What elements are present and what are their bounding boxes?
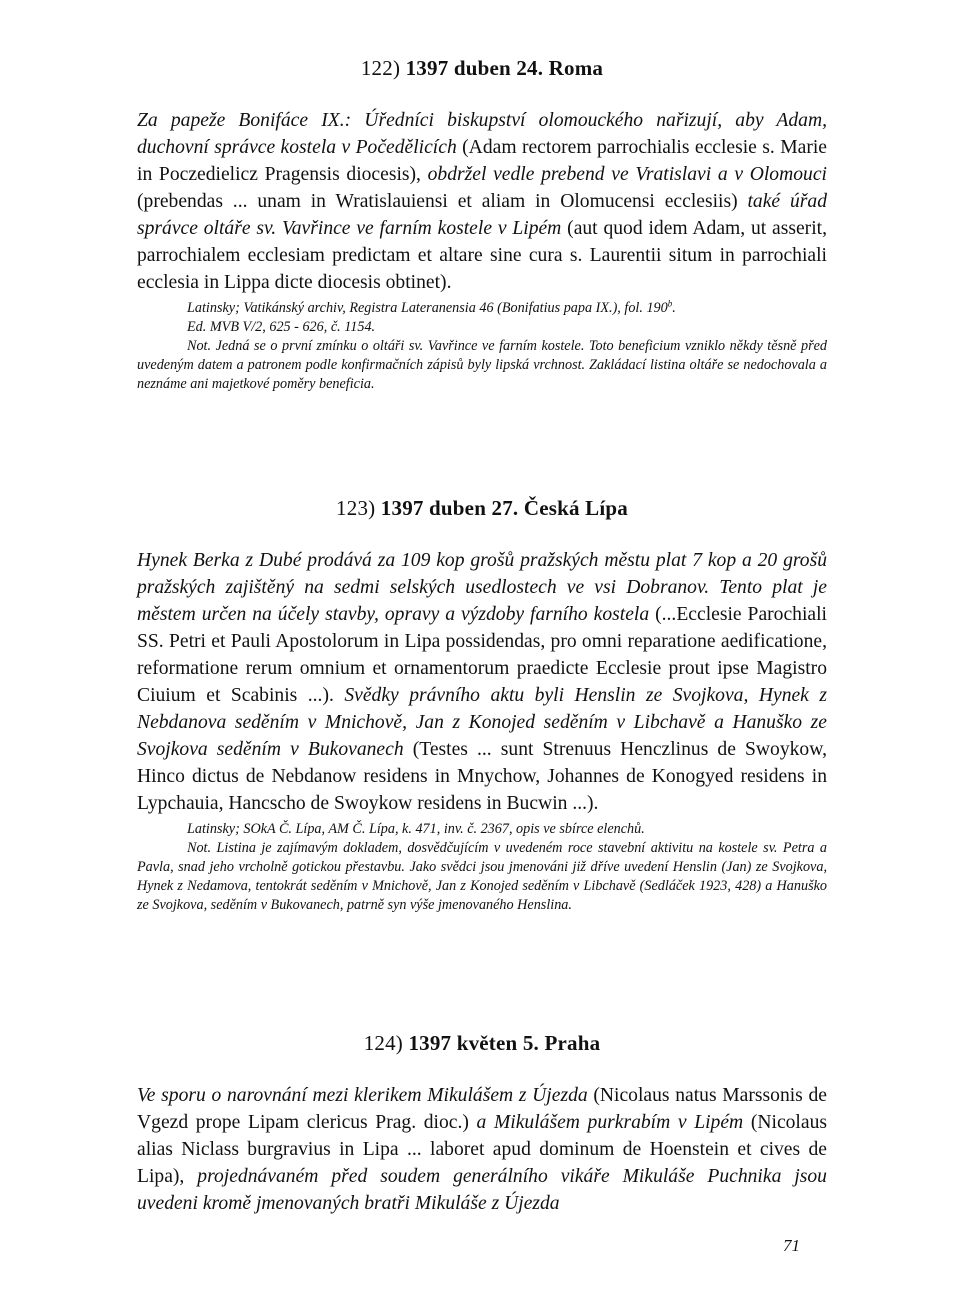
entry-number: 122) <box>360 56 401 80</box>
quote-text: (Testes ... sunt Strenuus Henczlinus de Swoykow, Hinco dictus de Nebdanow residens in Mnychow, Johannes de Konogyed residens in Lypchauia, Hancscho de Swoykow residens in Bucwin ...). <box>137 739 827 814</box>
regest-text: projednávaném před soudem generálního vikáře Mikuláše Puchnika jsou uvedeni kromě jmenovaných bratři Mikuláše z Újezda <box>137 1166 827 1214</box>
entry-number: 123) <box>336 496 376 520</box>
entry-place: Praha <box>544 1031 601 1055</box>
quote-text: (prebendas ... unam in Wratislauiensi et aliam in Olomucensi ecclesiis) <box>137 191 748 212</box>
source-note: Latinsky; Vatikánský archiv, Registra Lateranensia 46 (Bonifatius papa IX.), fol. 190$^b$. <box>187 298 676 316</box>
regest-text: Ve sporu o narovnání mezi klerikem Mikulášem z Újezda <box>137 1085 588 1106</box>
entry-heading <box>137 1031 827 1056</box>
regest-text: Hynek Berka z Dubé prodává za 109 kop grošů pražských městu plat 7 kop a 20 grošů pražských zajištěný na sedmi selských usedlostech ve vsi Dobranov. Tento plat je městem určen na účely stavby, opravy a výzdoby farního kostela <box>137 550 827 625</box>
entry-heading <box>137 56 827 81</box>
entry-body <box>137 547 827 817</box>
entry-123 <box>137 484 827 915</box>
quote-text: (Nicolaus natus Marssonis de Vgezd prope Lipam clericus Prag. dioc.) <box>137 1085 827 1133</box>
entry-place: Roma <box>548 56 604 80</box>
entry-date: 1397 duben 27. <box>380 496 519 520</box>
entry-date: 1397 duben 24. <box>405 56 544 80</box>
regest-text: Za papeže Bonifáce IX.: Úředníci biskupství olomouckého nařizují, aby Adam, duchovní správce kostela v Počedělicích <box>137 110 827 158</box>
quote-text: (aut quod idem Adam, ut asserit, parrochialem ecclesiam predictam et altare sine cura s. Laurentii situm in parrochiali ecclesia in Lippa dicte diocesis obtinet). <box>137 218 827 293</box>
regest-text: obdržel vedle prebend ve Vratislavi a v Olomouci <box>427 164 827 185</box>
source-note: Latinsky; SOkA Č. Lípa, AM Č. Lípa, k. 471, inv. č. 2367, opis ve sbírce elenchů. <box>187 821 645 837</box>
regest-text: a Mikulášem purkrabím v Lipém <box>476 1112 744 1133</box>
commentary-note: Not. Listina je zajímavým dokladem, dosvědčujícím v uvedeném roce stavební aktivitu na kostele sv. Petra a Pavla, snad jeho vrcholně gotickou přestavbu. Jako svědci jsou jmenováni již dříve uvedení Henslin (Jan) ze Svojkova, Hynek z Nedamova, tentokrát seděním v Mnichově, Jan z Konojed seděním v Libchavě (Sedláček 1923, 428) a Hanuško ze Svojkova, seděním v Bukovanech, patrně syn výše jmenovaného Henslina. <box>137 840 827 913</box>
page-number: 71 <box>783 1236 800 1255</box>
quote-text: (Adam rectorem parrochialis ecclesie s. Marie in Poczedielicz Pragensis diocesis), <box>137 137 827 185</box>
entry-body <box>137 107 827 296</box>
entry-date: 1397 květen 5. <box>408 1031 539 1055</box>
entry-124 <box>137 1019 827 1217</box>
quote-text: (Nicolaus alias Niclass burgravius in Lipa ... laboret apud dominum de Hoenstein et cives de Lipa), <box>137 1112 827 1187</box>
regest-text: Svědky právního aktu byli Henslin ze Svojkova, Hynek z Nebdanova seděním v Mnichově, Jan z Konojed seděním v Libchavě a Hanuško ze Svojkova seděním v Bukovanech <box>137 685 827 760</box>
entry-place: Česká Lípa <box>523 496 628 520</box>
entry-number: 124) <box>363 1031 403 1055</box>
regest-text: také úřad správce oltáře sv. Vavřince ve farním kostele v Lipém <box>137 191 827 239</box>
entry-122 <box>137 44 827 394</box>
edition-note: Ed. MVB V/2, 625 - 626, č. 1154. <box>187 319 376 335</box>
entry-body <box>137 1082 827 1217</box>
quote-text: (...Ecclesie Parochiali SS. Petri et Pauli Apostolorum in Lipa possidendas, pro omni reparatione aedificatione, reformatione rerum omnium et ornamentorum praedicte Ecclesie prout ipse Magistro Ciuium et Scabinis ...). <box>137 604 827 706</box>
entry-heading <box>137 496 827 521</box>
commentary-note: Not. Jedná se o první zmínku o oltáři sv. Vavřince ve farním kostele. Toto beneficium vzniklo někdy těsně před uvedeným datem a patronem podle konfirmačních zápisů byly lipská vrchnost. Zakládací listina oltáře se nedochovala a neznáme ani majetkové poměry beneficia. <box>137 338 827 392</box>
